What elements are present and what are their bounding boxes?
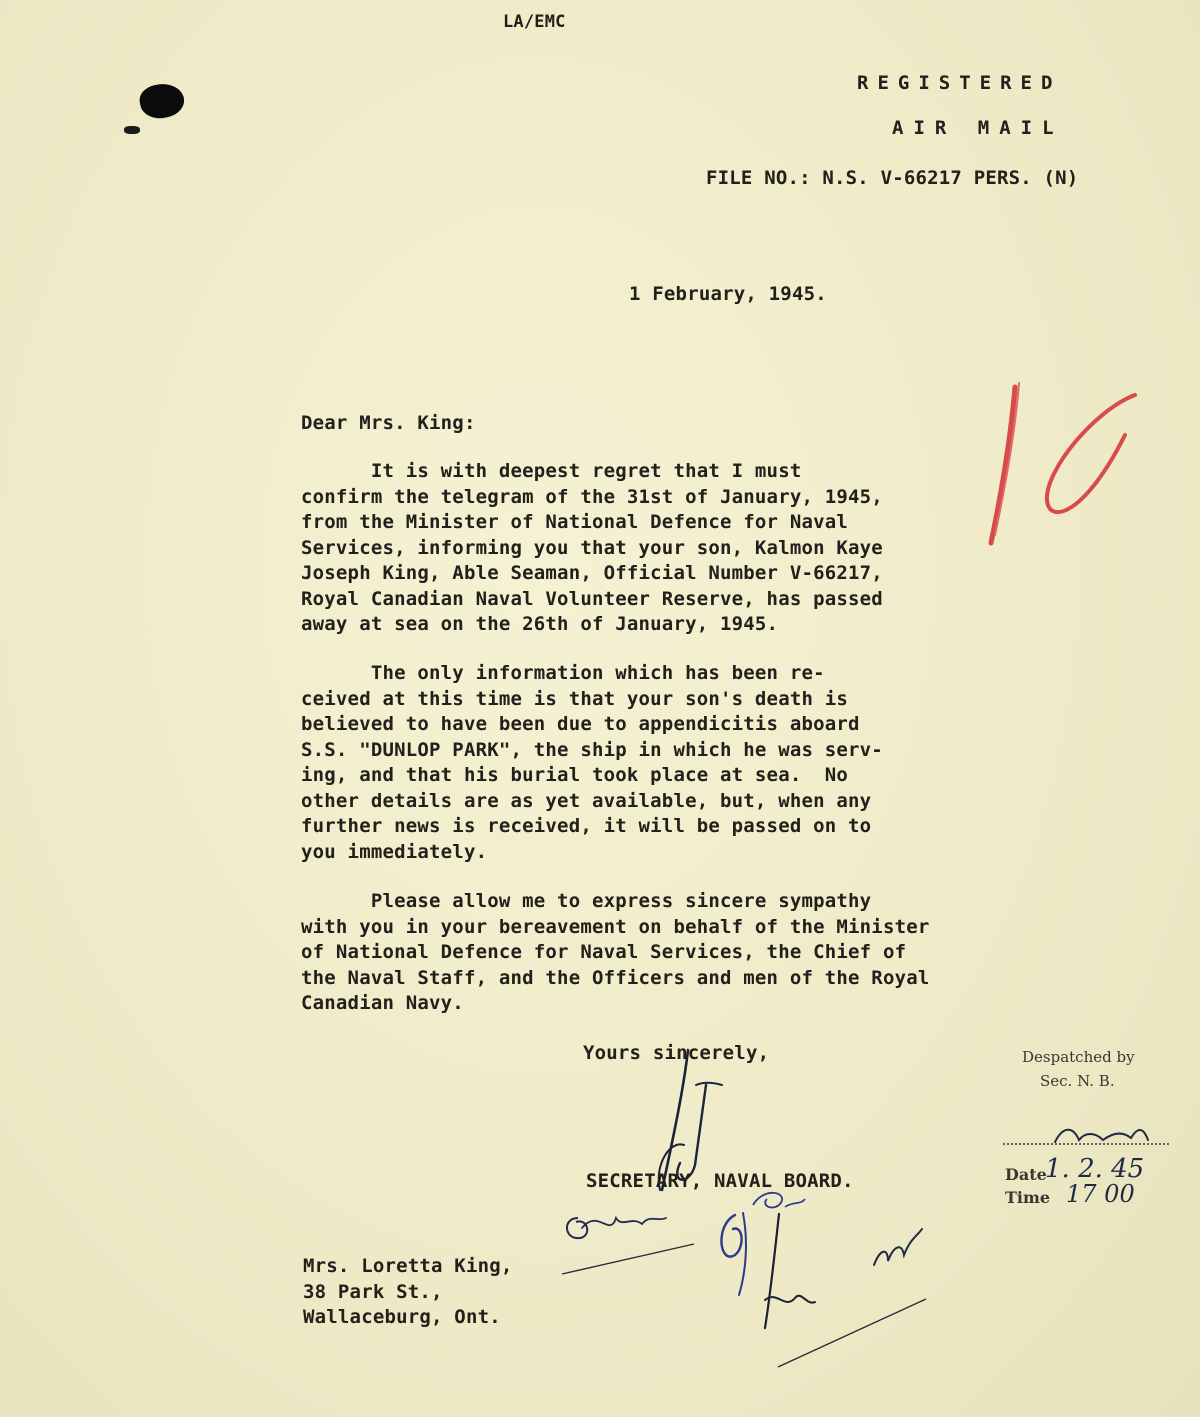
body-line: Joseph King, Able Seaman, Official Number V-66217, xyxy=(301,562,883,584)
body-line: away at sea on the 26th of January, 1945. xyxy=(301,613,779,635)
air-mail-label: AIR MAIL xyxy=(892,117,1064,139)
body-line: ceived at this time is that your son's death is xyxy=(301,687,849,710)
recipient-city: Wallaceburg, Ont. xyxy=(303,1306,501,1328)
initials-scribble-1 xyxy=(558,1188,698,1278)
body-line: The only information which has been re- xyxy=(301,662,825,684)
body-line: of National Defence for Naval Services, the Chief of xyxy=(301,941,907,963)
registered-label: REGISTERED xyxy=(857,72,1062,94)
body-line: ing, and that his burial took place at sea. No xyxy=(301,764,849,786)
stamp-section: Sec. N. B. xyxy=(1040,1072,1115,1090)
body-line: Royal Canadian Naval Volunteer Reserve, has passed xyxy=(301,587,883,610)
recipient-name: Mrs. Loretta King, xyxy=(303,1255,513,1277)
body-line: you immediately. xyxy=(301,840,488,863)
stamp-initials-line xyxy=(1003,1118,1175,1150)
punch-hole-fragment xyxy=(124,126,140,134)
body-line: the Naval Staff, and the Officers and men of the Royal xyxy=(301,966,930,989)
file-number: FILE NO.: N.S. V-66217 PERS. (N) xyxy=(706,167,1079,189)
body-line: from the Minister of National Defence for Naval xyxy=(301,511,849,533)
body-line: S.S. "DUNLOP PARK", the ship in which he was serv- xyxy=(301,738,883,761)
body-line: Services, informing you that your son, Kalmon Kaye xyxy=(301,536,883,559)
stamp-time-label: Time xyxy=(1005,1188,1051,1207)
body-line: with you in your bereavement on behalf of the Minister xyxy=(301,915,930,938)
initials-scribble-4 xyxy=(770,1225,930,1375)
body-line: It is with deepest regret that I must xyxy=(301,460,802,482)
body-line: believed to have been due to appendicitis aboard xyxy=(301,713,860,735)
body-line: confirm the telegram of the 31st of January, 1945, xyxy=(301,485,883,508)
signatory-title: SECRETARY, NAVAL BOARD. xyxy=(586,1170,854,1192)
body-line: other details are as yet available, but, when any xyxy=(301,789,872,812)
closing: Yours sincerely, xyxy=(583,1042,770,1064)
reference-code: LA/EMC xyxy=(503,12,566,32)
recipient-street: 38 Park St., xyxy=(303,1280,443,1303)
stamp-date-label: Date xyxy=(1005,1165,1047,1184)
stamp-despatched-by: Despatched by xyxy=(1022,1048,1135,1066)
stamp-date-value: 1. 2. 45 xyxy=(1045,1154,1145,1184)
salutation: Dear Mrs. King: xyxy=(301,412,476,434)
body-line: Canadian Navy. xyxy=(301,992,464,1014)
punch-hole xyxy=(137,80,187,122)
stamp-time-value: 17 00 xyxy=(1066,1180,1135,1208)
body-line: Please allow me to express sincere sympathy xyxy=(301,890,872,912)
letter-date: 1 February, 1945. xyxy=(629,283,827,305)
body-line: further news is received, it will be passed on to xyxy=(301,815,872,837)
red-pencil-annotation xyxy=(975,375,1145,550)
